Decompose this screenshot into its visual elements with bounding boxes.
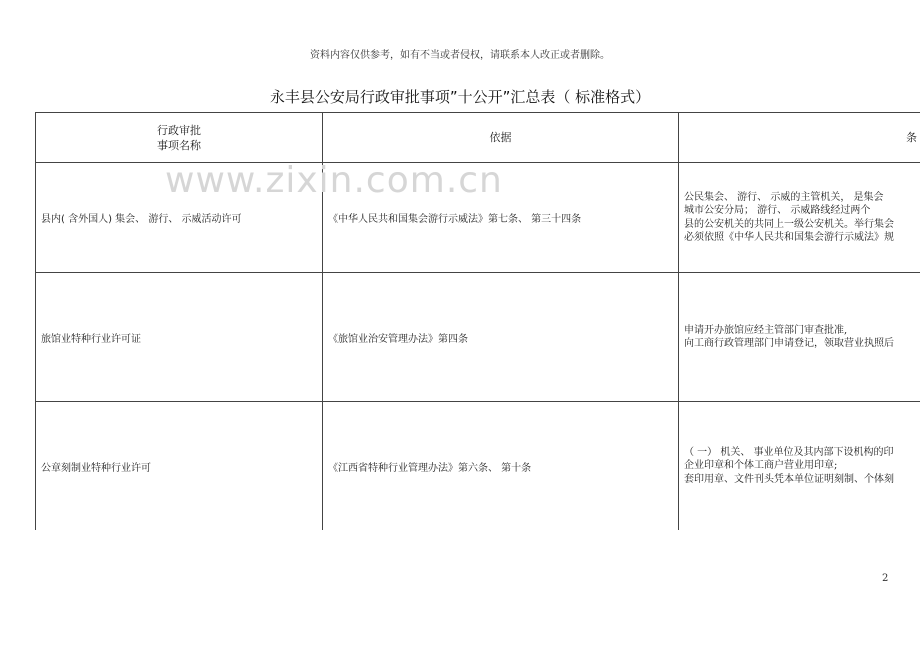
condition-line: 城市公安分局； 游行、 示威路线经过两个 xyxy=(684,205,871,216)
row-basis: 《中华人民共和国集会游行示威法》第七条、 第三十四条 xyxy=(323,163,679,273)
header-item-name-line1: 行政审批 xyxy=(157,123,201,137)
condition-line: 公民集会、 游行、 示威的主管机关， 是集会 xyxy=(684,191,884,203)
condition-line: 申请开办旅馆应经主管部门审查批准, xyxy=(684,324,848,336)
condition-line: 县的公安机关的共同上一级公安机关。举行集会 xyxy=(684,218,894,230)
condition-line: 向工商行政管理部门申请登记，领取营业执照后 xyxy=(684,338,894,349)
page-number: 2 xyxy=(882,573,889,584)
row-basis: 《旅馆业治安管理办法》第四条 xyxy=(323,273,679,402)
row-conditions xyxy=(679,273,920,402)
row-item-name: 县内( 含外国人) 集会、 游行、 示威活动许可 xyxy=(36,163,323,273)
row-basis: 《江西省特种行业管理办法》第六条、 第十条 xyxy=(323,402,679,531)
condition-line: 套印用章、文件刊头凭本单位证明刻制、个体刻 xyxy=(684,473,894,485)
table-row xyxy=(36,163,920,273)
table-row xyxy=(36,273,920,402)
row-item-name: 旅馆业特种行业许可证 xyxy=(36,273,323,402)
condition-line: 必须依照《中华人民共和国集会游行示威法》规 xyxy=(684,232,894,243)
header-item-name xyxy=(36,113,323,163)
condition-line: 企业印章和个体工商户营业用印章; xyxy=(684,460,838,472)
table-row xyxy=(36,402,920,531)
watermark: www.zixin.com.cn xyxy=(165,160,503,201)
table-header-row xyxy=(36,113,920,163)
condition-line: （ 一） 机关、 事业单位及其内部下设机构的印 xyxy=(684,446,894,458)
header-item-name-line2: 事项名称 xyxy=(157,138,201,152)
header-basis: 依据 xyxy=(323,113,679,163)
header-conditions: 条 xyxy=(679,113,920,163)
row-item-name: 公章刻制业特种行业许可 xyxy=(36,402,323,531)
row-conditions xyxy=(679,402,920,531)
approval-table xyxy=(35,112,920,530)
document-title: 永丰县公安局行政审批事项”十公开”汇总表（ 标准格式） xyxy=(269,88,651,106)
copyright-notice: 资料内容仅供参考，如有不当或者侵权，请联系本人改正或者删除。 xyxy=(310,50,610,61)
row-conditions xyxy=(679,163,920,273)
approval-table-container xyxy=(35,112,920,530)
